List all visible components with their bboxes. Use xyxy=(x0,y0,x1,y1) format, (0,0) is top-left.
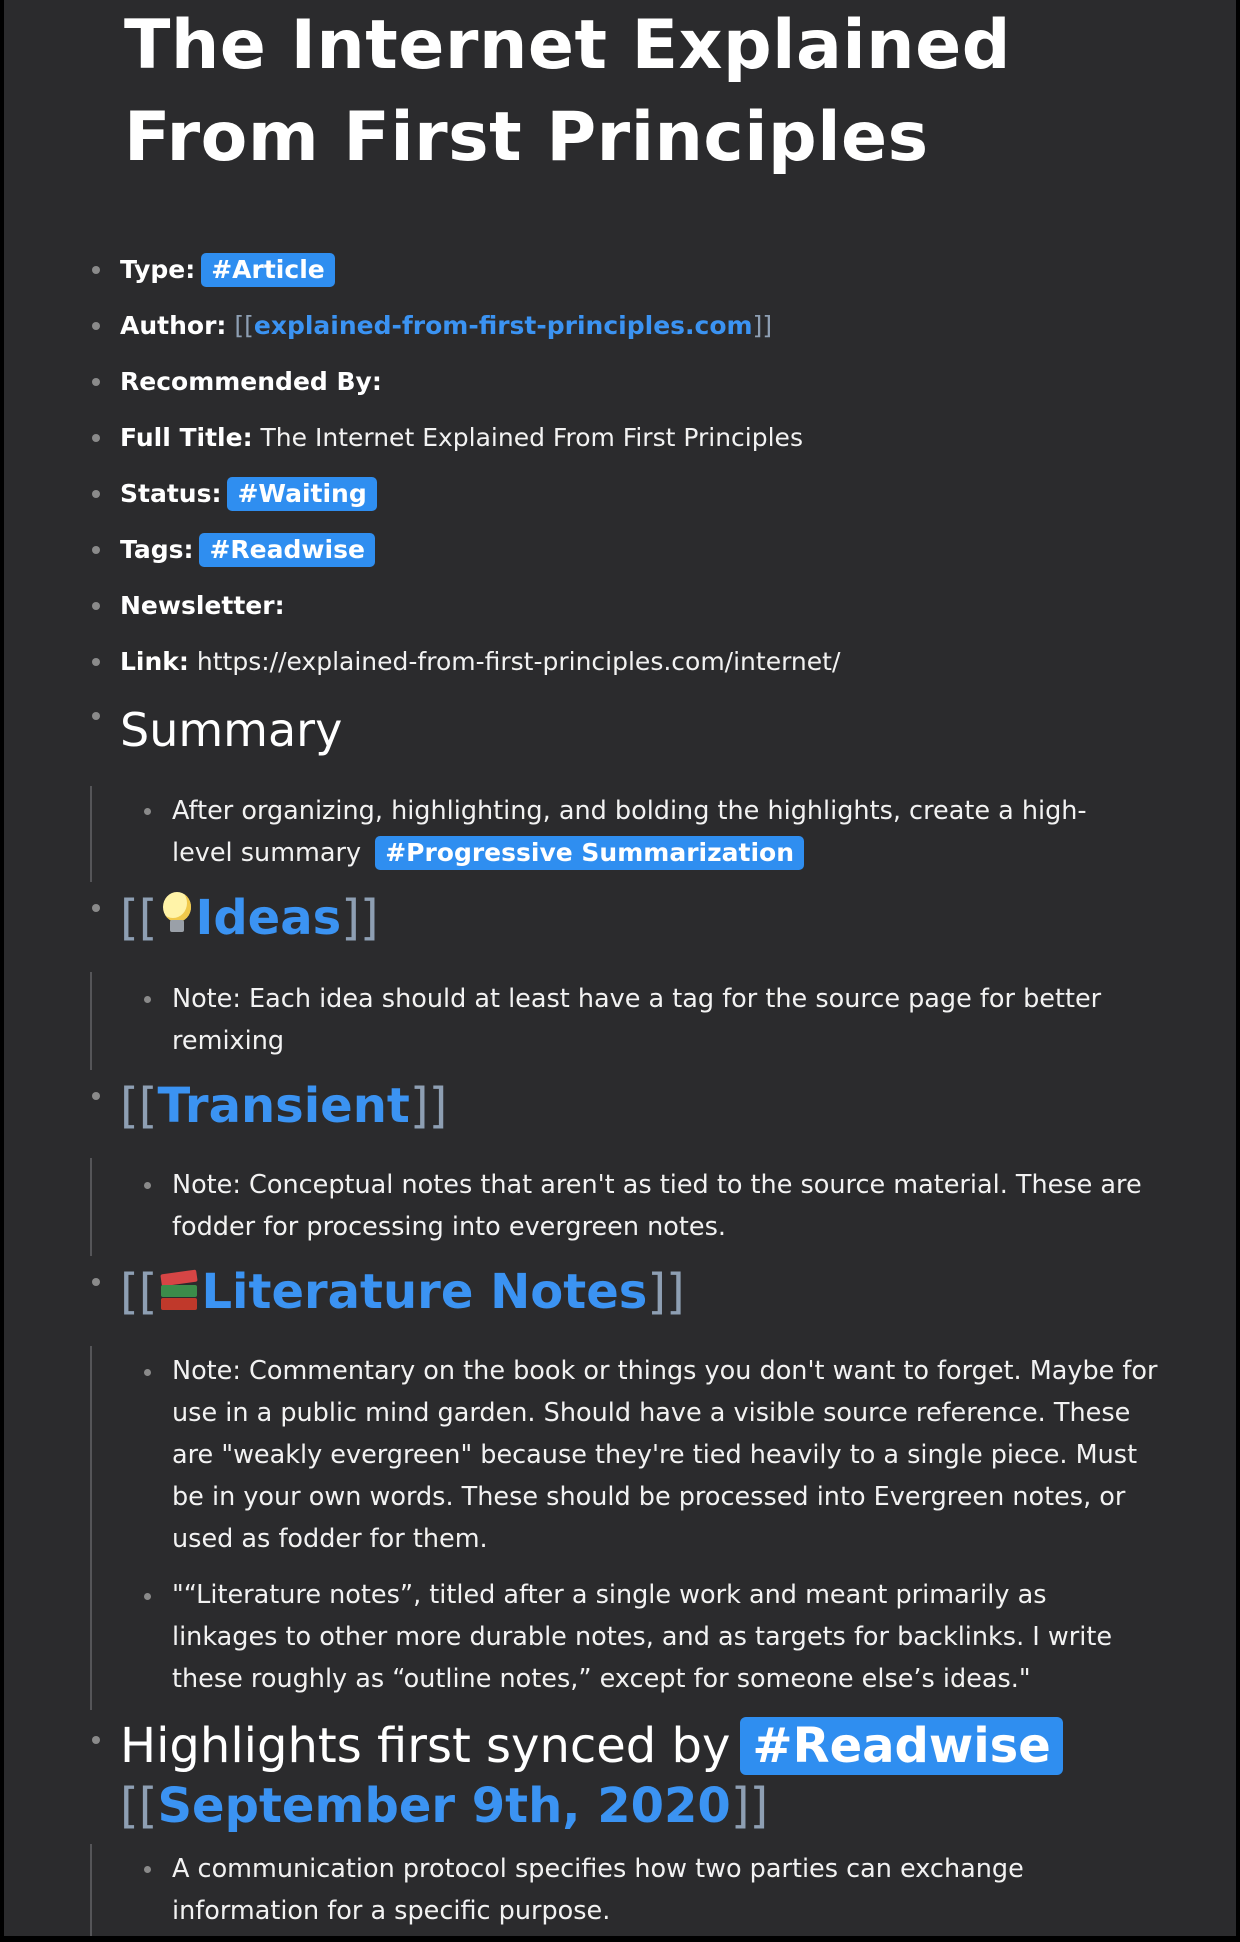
bullet[interactable] xyxy=(92,1736,100,1744)
bullet[interactable] xyxy=(92,546,100,554)
property-status xyxy=(120,474,377,514)
transient-link[interactable]: Transient xyxy=(157,1078,410,1134)
author-link[interactable]: explained-from-first-principles.com xyxy=(253,311,753,340)
bullet[interactable] xyxy=(92,490,100,498)
lightbulb-icon xyxy=(161,890,191,938)
property-full-title xyxy=(120,418,803,458)
highlights-prefix: Highlights first synced by xyxy=(120,1718,731,1774)
highlights-date[interactable] xyxy=(120,1776,768,1836)
property-recommended-by xyxy=(120,362,382,402)
property-newsletter xyxy=(120,586,285,626)
tag-readwise[interactable]: #Readwise xyxy=(199,533,374,567)
property-link xyxy=(120,642,840,682)
summary-note xyxy=(172,790,1132,874)
bullet[interactable] xyxy=(92,1092,100,1100)
ideas-heading[interactable] xyxy=(120,888,379,948)
property-author xyxy=(120,306,772,346)
thread-line xyxy=(90,1844,92,1936)
property-label: Newsletter: xyxy=(120,591,285,620)
bullet[interactable] xyxy=(144,808,151,815)
tag-progressive-summarization[interactable]: #Progressive Summarization xyxy=(375,836,804,870)
bullet[interactable] xyxy=(144,1866,151,1873)
thread-line xyxy=(90,972,92,1070)
page-container xyxy=(4,0,1236,1936)
bullet[interactable] xyxy=(92,266,100,274)
bracket-close: ]] xyxy=(647,1264,685,1320)
highlights-heading[interactable] xyxy=(120,1716,1063,1776)
bullet[interactable] xyxy=(92,904,100,912)
tag-article[interactable]: #Article xyxy=(201,253,335,287)
link-value[interactable]: https://explained-from-first-principles.com/internet/ xyxy=(196,647,841,676)
thread-line xyxy=(90,786,92,882)
bullet[interactable] xyxy=(144,1369,151,1376)
property-tags xyxy=(120,530,375,570)
transient-note: Note: Conceptual notes that aren't as tied to the source material. These are fodder for processing into evergreen notes. xyxy=(172,1170,1142,1242)
bracket-close: ]] xyxy=(341,890,379,946)
ideas-note: Note: Each idea should at least have a tag for the source page for better remixing xyxy=(172,984,1102,1056)
bullet[interactable] xyxy=(92,434,100,442)
summary-note-text: After organizing, highlighting, and bolding the highlights, create a high-level summary xyxy=(172,796,1087,868)
bracket-open: [[ xyxy=(120,1778,158,1834)
bracket-close: ]] xyxy=(730,1778,769,1834)
property-type xyxy=(120,250,335,290)
highlight-note: A communication protocol specifies how two parties can exchange information for a specific purpose. xyxy=(172,1854,1024,1926)
bracket-open: [[ xyxy=(234,311,254,340)
bracket-open: [[ xyxy=(120,890,158,946)
bracket-open: [[ xyxy=(120,1264,158,1320)
books-icon xyxy=(159,1266,199,1312)
tag-waiting[interactable]: #Waiting xyxy=(227,477,376,511)
transient-heading[interactable] xyxy=(120,1076,447,1136)
page-title[interactable]: The Internet Explained From First Principles xyxy=(124,6,1011,177)
property-label: Link: xyxy=(120,647,189,676)
bracket-close: ]] xyxy=(409,1078,448,1134)
summary-heading[interactable]: Summary xyxy=(120,703,343,757)
bullet[interactable] xyxy=(144,996,151,1003)
ideas-link[interactable]: Ideas xyxy=(195,890,342,946)
property-label: Tags: xyxy=(120,535,194,564)
literature-link[interactable]: Literature Notes xyxy=(201,1264,648,1320)
property-label: Type: xyxy=(120,255,196,284)
bullet[interactable] xyxy=(144,1593,151,1600)
literature-heading[interactable] xyxy=(120,1262,685,1322)
property-label: Author: xyxy=(120,311,227,340)
tag-readwise[interactable]: #Readwise xyxy=(740,1717,1062,1775)
property-label: Status: xyxy=(120,479,222,508)
thread-line xyxy=(90,1346,92,1710)
literature-note-2: "“Literature notes”, titled after a single work and meant primarily as linkages to other more durable notes, and as targets for backlinks. I write these roughly as “outline notes,” except for someone else’s ideas." xyxy=(172,1580,1113,1694)
bullet[interactable] xyxy=(92,322,100,330)
bullet[interactable] xyxy=(92,658,100,666)
bullet[interactable] xyxy=(92,378,100,386)
bullet[interactable] xyxy=(92,712,100,720)
bullet[interactable] xyxy=(92,602,100,610)
full-title-value: The Internet Explained From First Principles xyxy=(260,423,803,452)
property-label: Recommended By: xyxy=(120,367,382,396)
date-link[interactable]: September 9th, 2020 xyxy=(157,1778,731,1834)
thread-line xyxy=(90,1158,92,1256)
literature-note-1: Note: Commentary on the book or things you don't want to forget. Maybe for use in a public mind garden. Should have a visible source reference. These are "weakly evergreen" because they're tied heavily to a single piece. Must be in your own words. These should be processed into Evergreen notes, or used as fodder for them. xyxy=(172,1356,1158,1554)
property-label: Full Title: xyxy=(120,423,253,452)
bracket-close: ]] xyxy=(752,311,773,340)
bracket-open: [[ xyxy=(120,1078,158,1134)
bullet[interactable] xyxy=(92,1278,100,1286)
bullet[interactable] xyxy=(144,1182,151,1189)
